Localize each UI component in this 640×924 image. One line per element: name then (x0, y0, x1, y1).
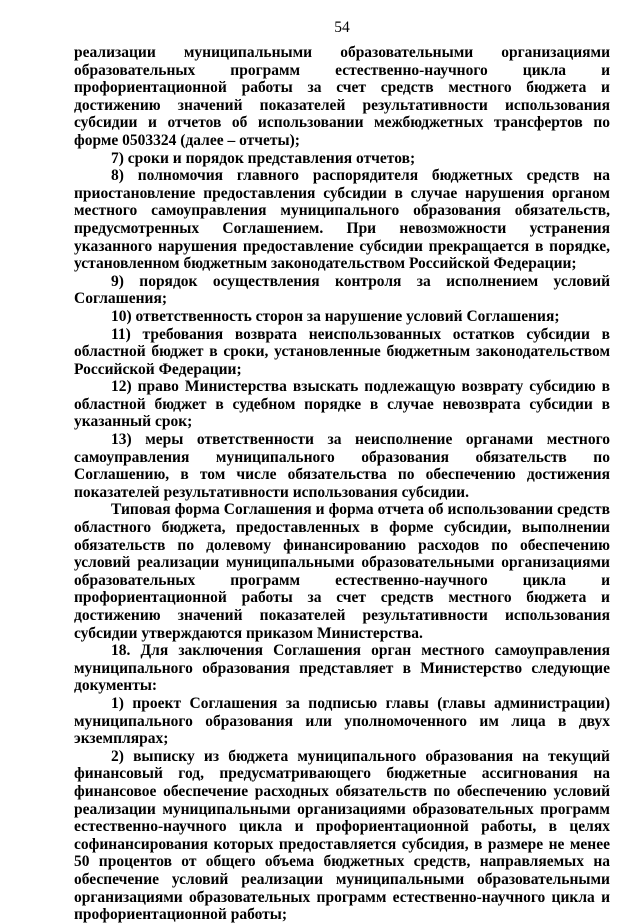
page-number: 54 (334, 19, 350, 36)
document-page (74, 18, 610, 924)
paragraph-document-2: 2) выписку из бюджета муниципального образования на текущий финансовый год, предусматривающего бюджетные ассигнования на финансовое обеспечение расходных обязательств по обеспечению условий реализации муниципальными организациями образовательных программ естественно-научного цикла и профориентационной работы, в целях софинансирования которых предоставляется субсидия, в размере не менее 50 процентов от общего объема бюджетных средств, направляемых на обеспечение условий реализации муниципальными образовательными организациями образовательных программ естественно-научного цикла и профориентационной работы; (74, 747, 610, 924)
paragraph-continuation: реализации муниципальными образовательными организациями образовательных программ естественно-научного цикла и профориентационной работы за счет средств местного бюджета и достижению значений показателей результативности использования субсидии и отчетов об использовании межбюджетных трансфертов по форме 0503324 (далее – отчеты); (74, 44, 610, 149)
paragraph-item-7: 7) сроки и порядок представления отчетов; (111, 149, 416, 167)
paragraph-item-11: 11) требования возврата неиспользованных остатков субсидии в областной бюджет в сроки, установленные бюджетным законодательством Российской Федерации; (74, 325, 610, 378)
document-body (74, 44, 610, 924)
paragraph-item-8: 8) полномочия главного распорядителя бюджетных средств на приостановление предоставления субсидии в случае нарушения органом местного самоуправления муниципального образования обязательств, предусмотренных Соглашением. При невозможности устранения указанного нарушения предоставление субсидии прекращается в порядке, установленном бюджетным законодательством Российской Федерации; (74, 167, 610, 273)
paragraph-typical-form: Типовая форма Соглашения и форма отчета об использовании средств областного бюджета, предоставленных в форме субсидии, выполнении обязательств по долевому финансированию расходов по обеспечению условий реализации муниципальными образовательными организациями образовательных программ естественно-научного цикла и профориентационной работы за счет средств местного бюджета и достижению значений показателей результативности использования субсидии утверждаются приказом Министерства. (74, 501, 610, 642)
paragraph-item-13: 13) меры ответственности за неисполнение органами местного самоуправления муниципального образования обязательств по Соглашению, в том числе обязательства по обеспечению достижения показателей результативности использования субсидии. (74, 431, 610, 501)
paragraph-section-18: 18. Для заключения Соглашения орган местного самоуправления муниципального образования представляет в Министерство следующие документы: (74, 642, 610, 695)
paragraph-item-12: 12) право Министерства взыскать подлежащую возврату субсидию в областной бюджет в судебном порядке в случае невозврата субсидии в указанный срок; (74, 378, 610, 431)
paragraph-item-10: 10) ответственность сторон за нарушение условий Соглашения; (111, 307, 560, 325)
paragraph-document-1: 1) проект Соглашения за подписью главы (главы администрации) муниципального образования или уполномоченного им лица в двух экземплярах; (74, 694, 610, 748)
paragraph-item-9: 9) порядок осуществления контроля за исполнением условий Соглашения; (74, 272, 610, 308)
